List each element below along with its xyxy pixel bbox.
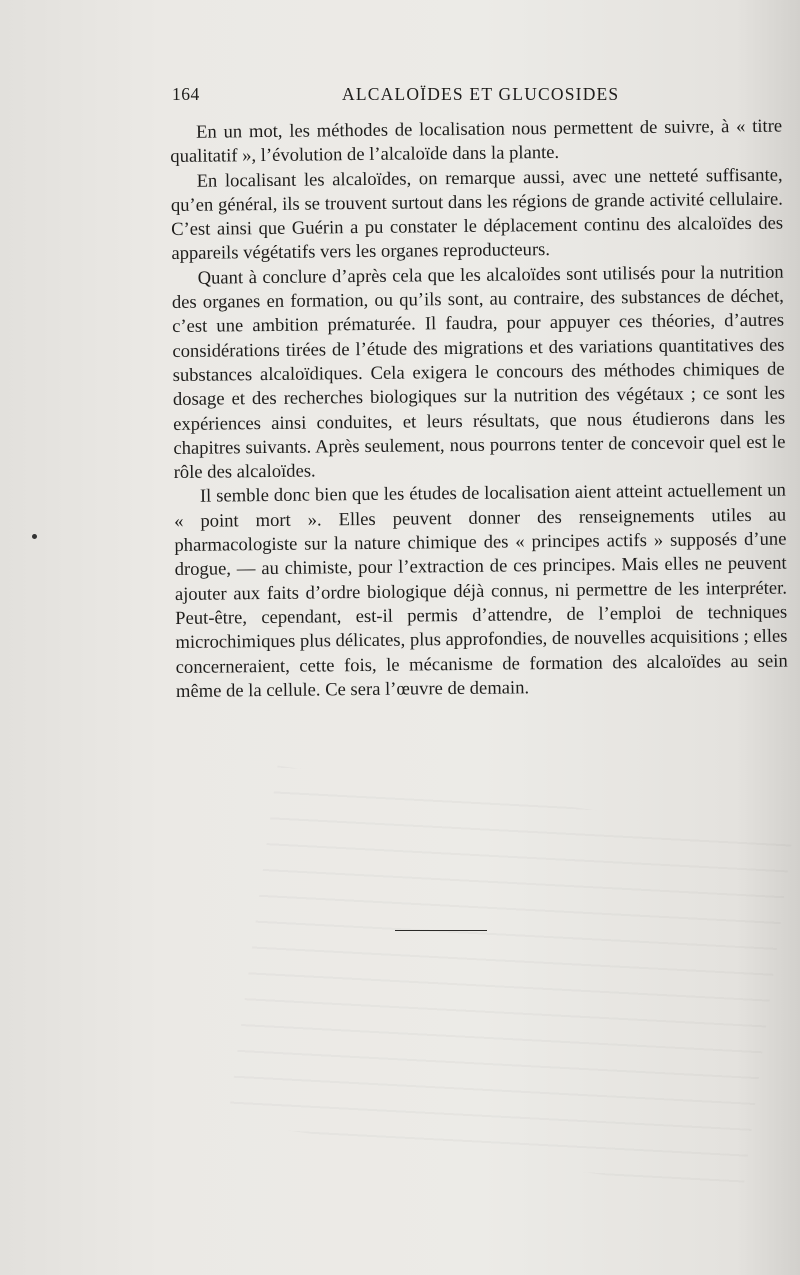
running-title: ALCALOÏDES ET GLUCOSIDES <box>342 84 620 104</box>
margin-mark <box>32 534 37 539</box>
paragraph: En un mot, les méthodes de localisation nous permettent de suivre, à « titre qualitatif », l’évolution de l’alcaloïde dans la plante. <box>170 115 783 168</box>
paragraph: Quant à conclure d’après cela que les alcaloïdes sont utilisés pour la nutrition des organes en formation, ou qu’ils sont, au contraire, des substances de déchet, c’est une ambition prématurée. Il faudra, pour appuyer ces théories, d’autres considérations tirées de l’étude des migrations et des variations quantitatives des substances alcaloïdiques. Cela exigera le concours des méthodes chimiques de dosage et des recherches biologiques sur la nutrition des végétaux ; ce sont les expériences ainsi conduites, et leurs résultats, que nous étudierons dans les chapitres suivants. Après seulement, nous pourrons tenter de concevoir quel est le rôle des alcaloïdes. <box>171 261 786 484</box>
page-number: 164 <box>172 84 200 104</box>
bleed-through-texture <box>227 766 792 1195</box>
page-header <box>172 84 772 110</box>
paragraph: Il semble donc bien que les études de localisation aient atteint actuellement un « point mort ». Elles peuvent donner des renseignements utiles au pharmacologiste sur la nature chimique des « principes actifs » supposés d’une drogue, — au chimiste, pour l’extraction de ces principes. Mais elles ne peuvent ajouter aux faits d’ordre biologique déjà connus, ni permettre de les interpréter. Peut-être, cependant, est-il permis d’attendre, de l’emploi de techniques microchimiques plus délicates, plus approfondies, de nouvelles acquisitions ; elles concerneraient, cette fois, le mécanisme de formation des alcaloïdes au sein même de la cellule. Ce sera l’œuvre de demain. <box>174 480 788 702</box>
section-divider <box>395 930 487 931</box>
body-text <box>170 115 788 705</box>
paragraph: En localisant les alcaloïdes, on remarque aussi, avec une netteté suffisante, qu’en général, ils se trouvent surtout dans les régions de grande activité cellulaire. C’est ainsi que Guérin a pu constater le déplacement continu des alcaloïdes des appareils végétatifs vers les organes reproducteurs. <box>170 164 784 265</box>
